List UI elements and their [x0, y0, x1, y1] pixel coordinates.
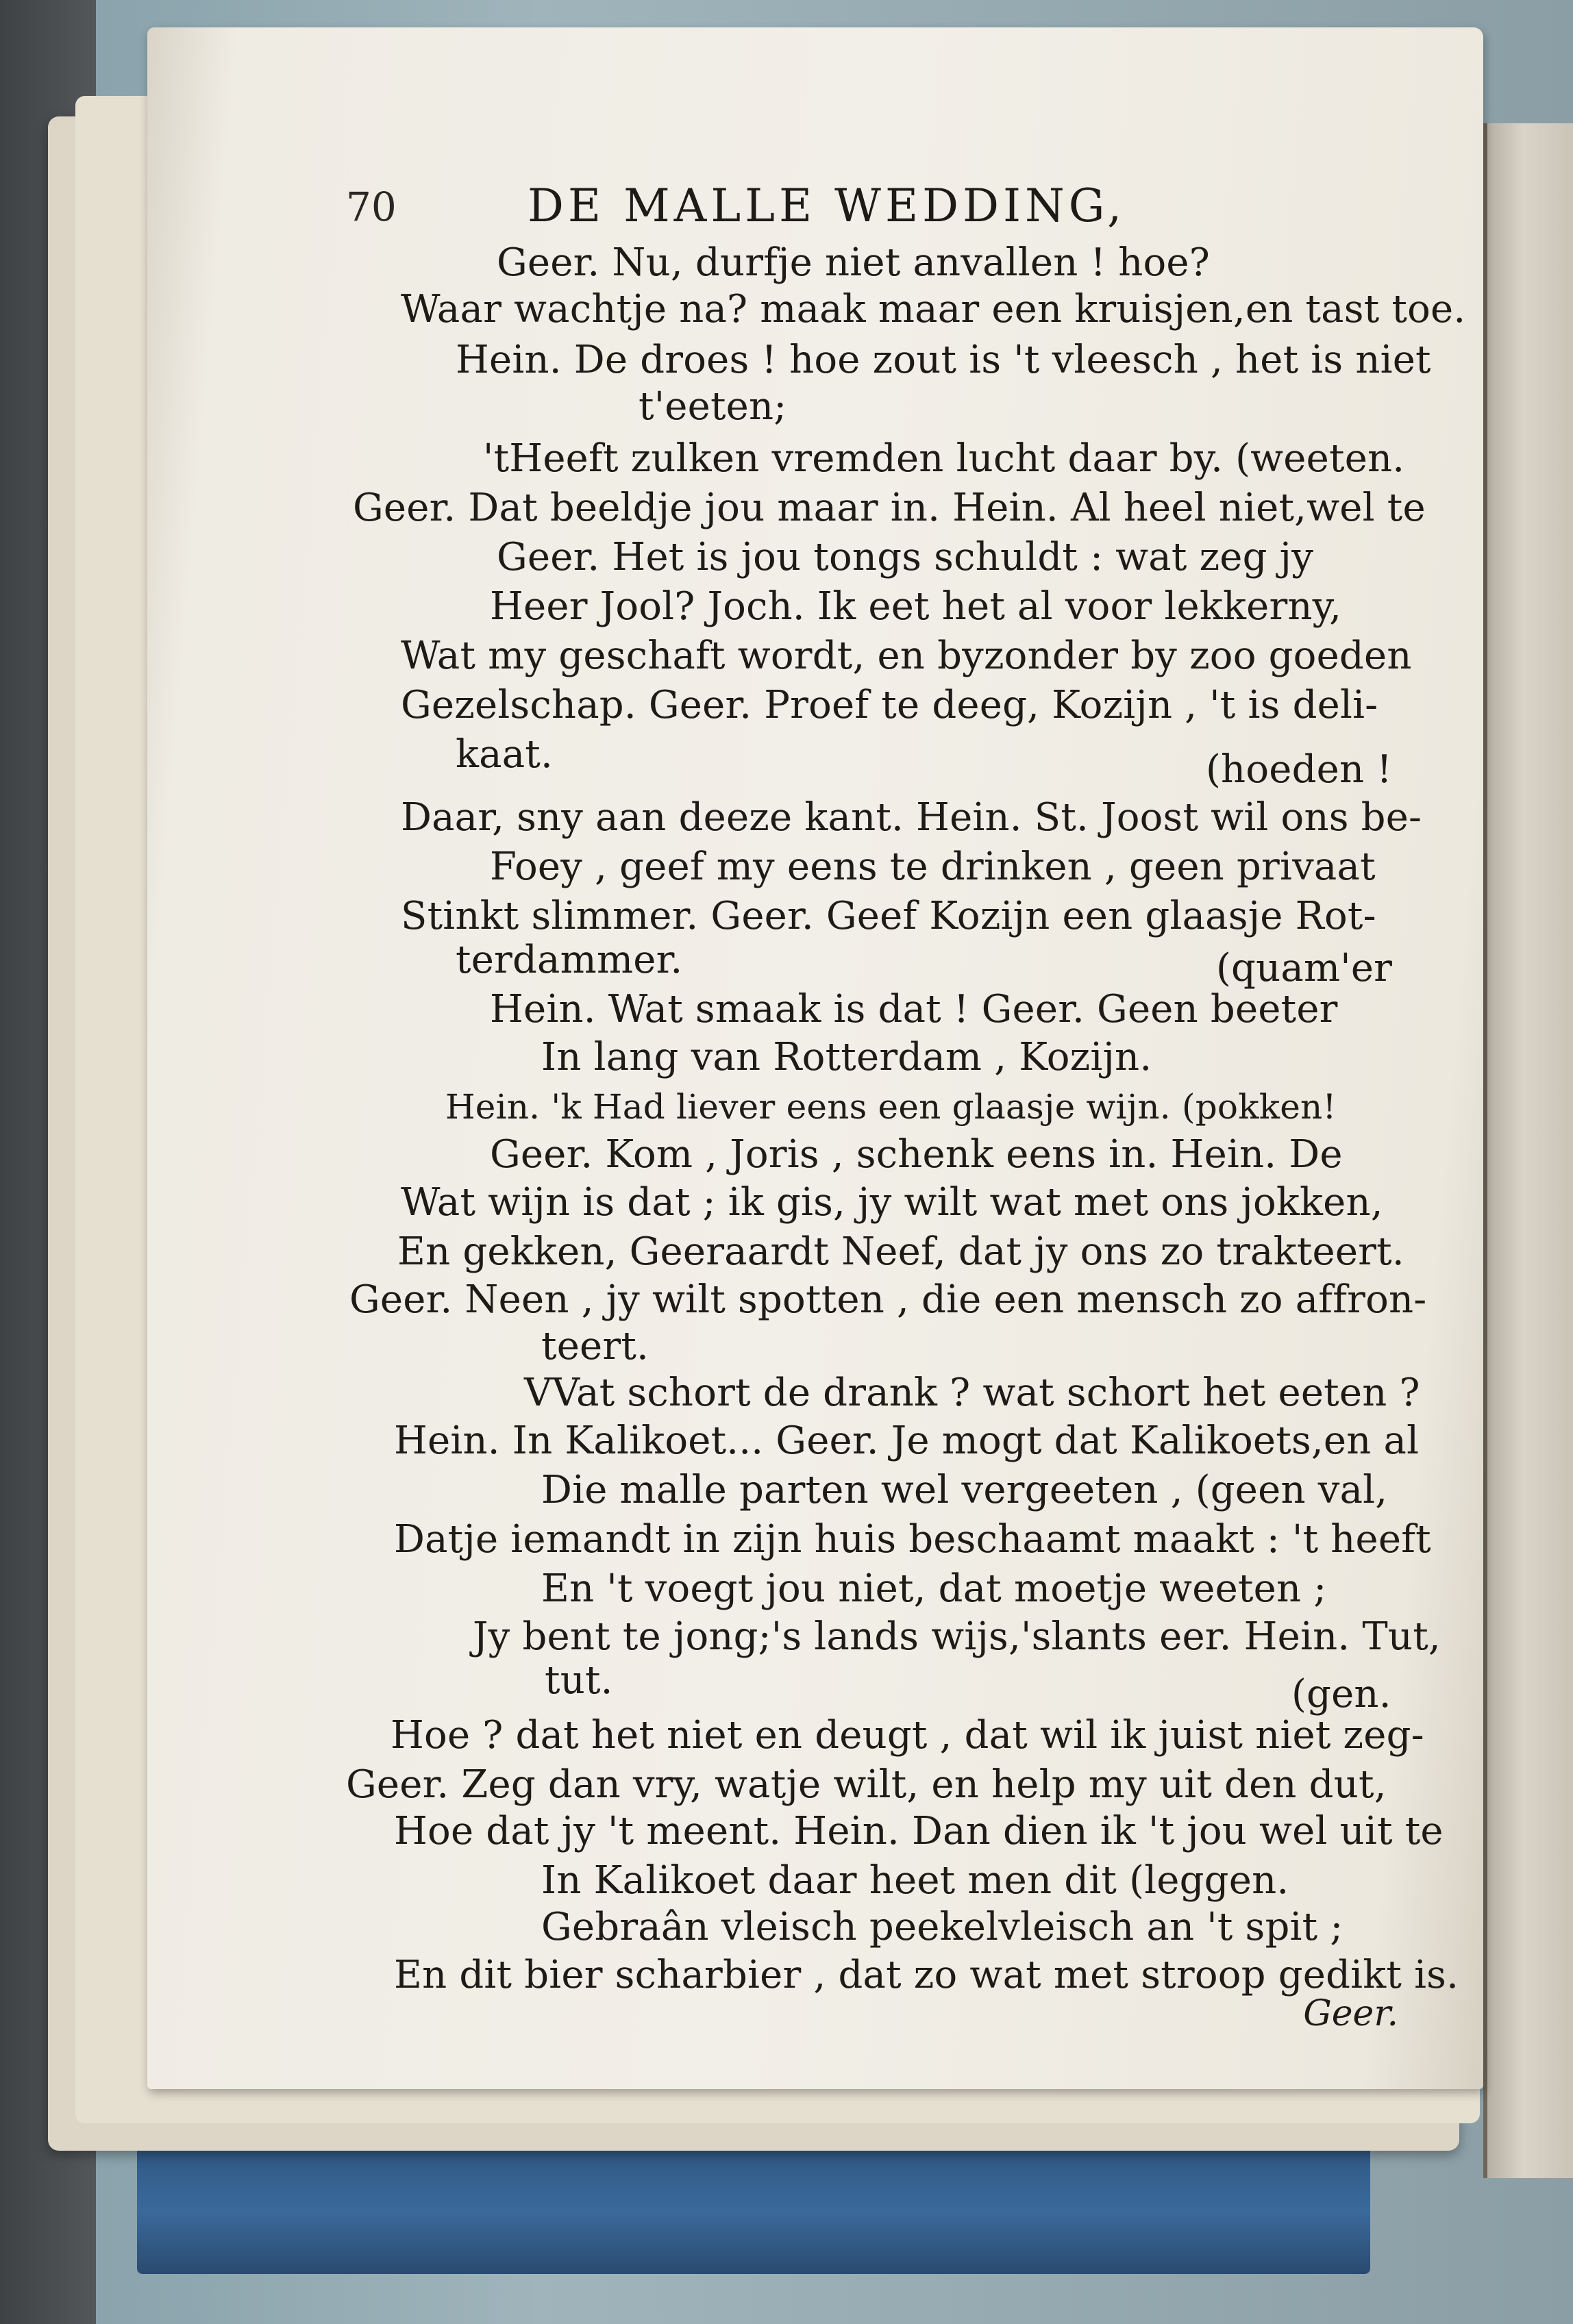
catchword: Geer. — [1303, 1993, 1398, 2034]
text-line: (gen. — [1291, 1672, 1391, 1716]
text-line: tut. — [545, 1658, 613, 1703]
text-line: 'tHeeft zulken vremden lucht daar by. (weeten. — [483, 436, 1405, 481]
text-line: terdammer. — [456, 938, 683, 982]
text-line: Datje iemandt in zijn huis beschaamt maakt : 't heeft — [394, 1517, 1431, 1562]
text-line: VVat schort de drank ? wat schort het eeten ? — [524, 1371, 1420, 1415]
text-line: Hein. In Kalikoet... Geer. Je mogt dat Kalikoets,en al — [394, 1419, 1420, 1463]
facing-page-edge — [1483, 123, 1573, 2178]
text-line: Hein. Wat smaak is dat ! Geer. Geen beeter — [490, 987, 1338, 1032]
text-line: Hein. De droes ! hoe zout is 't vleesch , het is niet — [456, 338, 1431, 382]
text-line: Geer. Zeg dan vry, watje wilt, en help my uit den dut, — [346, 1762, 1387, 1807]
text-line: In lang van Rotterdam , Kozijn. — [541, 1035, 1152, 1079]
text-line: Hoe ? dat het niet en deugt , dat wil ik juist niet zeg- — [391, 1713, 1424, 1758]
text-line: Heer Jool? Joch. Ik eet het al voor lekkerny, — [490, 584, 1342, 629]
text-line: Geer. Kom , Joris , schenk eens in. Hein. De — [490, 1132, 1343, 1177]
page-number: 70 — [346, 184, 397, 230]
text-line: Waar wachtje na? maak maar een kruisjen,en tast toe. — [401, 287, 1466, 332]
text-line: Hein. 'k Had liever eens een glaasje wijn. (pokken! — [445, 1087, 1337, 1127]
text-line: Geer. Het is jou tongs schuldt : wat zeg jy — [497, 535, 1314, 579]
running-head: DE MALLE WEDDING, — [528, 179, 1126, 232]
text-line: Daar, sny aan deeze kant. Hein. St. Joost wil ons be- — [401, 795, 1422, 840]
text-line: Foey , geef my eens te drinken , geen privaat — [490, 845, 1376, 889]
text-line: Hoe dat jy 't meent. Hein. Dan dien ik 't jou wel uit te — [394, 1809, 1444, 1853]
text-line: En 't voegt jou niet, dat moetje weeten ; — [541, 1566, 1327, 1611]
text-line: Wat wijn is dat ; ik gis, jy wilt wat met ons jokken, — [401, 1180, 1383, 1225]
text-line: t'eeten; — [639, 384, 787, 429]
text-line: (quam'er — [1216, 946, 1393, 990]
text-line: (hoeden ! — [1206, 747, 1392, 792]
text-line: Geer. Dat beeldje jou maar in. Hein. Al heel niet,wel te — [353, 486, 1426, 530]
text-line: Geer. Neen , jy wilt spotten , die een mensch zo affron- — [349, 1277, 1427, 1322]
text-line: Die malle parten wel vergeeten , (geen val, — [541, 1468, 1388, 1512]
text-line: teert. — [541, 1324, 649, 1369]
text-line: In Kalikoet daar heet men dit (leggen. — [541, 1858, 1289, 1903]
text-line: Geer. Nu, durfje niet anvallen ! hoe? — [497, 240, 1210, 285]
text-line: kaat. — [456, 732, 554, 777]
text-line: Gezelschap. Geer. Proef te deeg, Kozijn , 't is deli- — [401, 683, 1378, 727]
text-line: Jy bent te jong;'s lands wijs,'slants eer. Hein. Tut, — [473, 1614, 1441, 1659]
text-line: Stinkt slimmer. Geer. Geef Kozijn een glaasje Rot- — [401, 894, 1376, 938]
text-line: En dit bier scharbier , dat zo wat met stroop gedikt is. — [394, 1953, 1459, 1997]
text-line: Gebraân vleisch peekelvleisch an 't spit ; — [541, 1905, 1343, 1949]
text-line: Wat my geschaft wordt, en byzonder by zoo goeden — [401, 634, 1412, 678]
text-line: En gekken, Geeraardt Neef, dat jy ons zo trakteert. — [397, 1229, 1404, 1274]
